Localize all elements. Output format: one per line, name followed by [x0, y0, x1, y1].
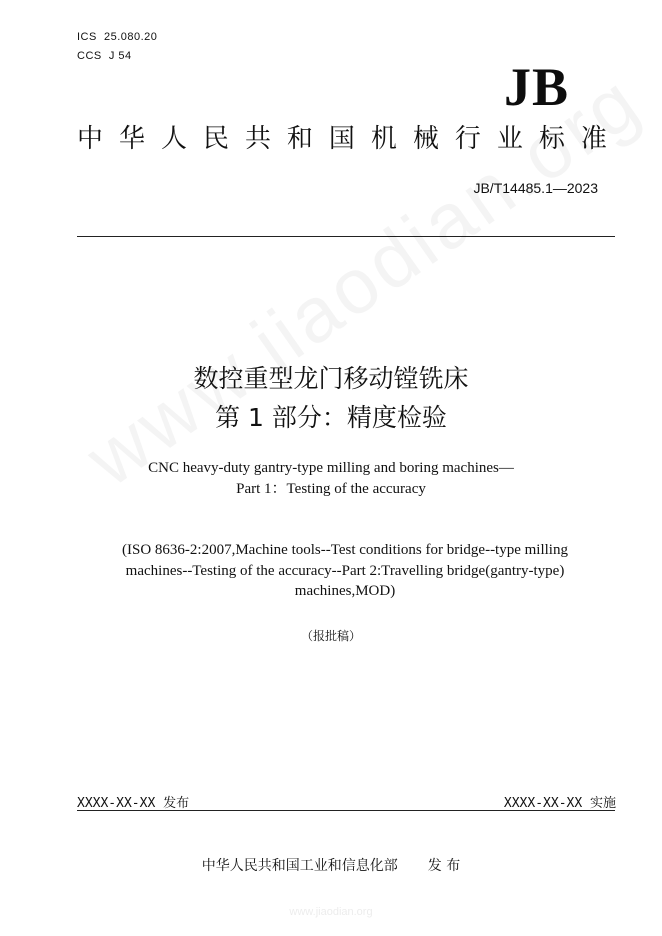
standard-title-char: 标 [538, 124, 565, 154]
ccs-label: CCS [77, 50, 102, 62]
standard-title-char: 人 [160, 124, 187, 154]
ics-code [77, 31, 157, 43]
chinese-title-line1: 数控重型龙门移动镗铣床 [193, 364, 469, 393]
issue-date: XXXX-XX-XX 发布 [77, 796, 190, 811]
publish-word: 发 布 [427, 858, 461, 874]
chinese-title [0, 360, 662, 438]
standard-title-char: 和 [286, 124, 313, 154]
english-title [0, 458, 662, 501]
bottom-watermark: www.jiaodian.org [289, 906, 373, 918]
ics-value: 25.080.20 [103, 31, 158, 43]
standard-title-char: 民 [202, 124, 229, 154]
standard-title-char: 准 [580, 124, 607, 154]
ccs-code [77, 50, 132, 62]
jb-logo: JB [503, 57, 569, 117]
standard-title-char: 共 [244, 124, 271, 154]
standard-title-char: 中 [77, 124, 104, 154]
standard-title-char: 华 [118, 124, 145, 154]
standard-title-char: 机 [370, 124, 397, 154]
iso-reference: (ISO 8636-2:2007,Machine tools--Test conditions for bridge--type milling machines--Testing of the accuracy--Part 2:Travelling bridge(gantry-type) machines,MOD) [122, 542, 568, 600]
ccs-value: J 54 [108, 50, 132, 62]
publisher [0, 855, 662, 875]
english-title-line2: Part 1：Testing of the accuracy [236, 481, 426, 498]
ics-label: ICS [77, 31, 97, 43]
standard-title-char: 国 [328, 124, 355, 154]
bottom-divider [77, 810, 615, 811]
standard-number: JB/T14485.1—2023 [473, 180, 598, 196]
chinese-title-line2: 第 1 部分：精度检验 [215, 402, 447, 432]
standard-title-char: 械 [412, 124, 439, 154]
english-title-line1: CNC heavy-duty gantry-type milling and boring machines— [148, 460, 514, 476]
standard-title-char: 行 [454, 124, 481, 154]
implementation-date: XXXX-XX-XX 实施 [503, 796, 616, 811]
standard-title-char: 业 [496, 124, 523, 154]
draft-status: （报批稿） [300, 629, 361, 643]
publisher-name: 中华人民共和国工业和信息化部 [201, 858, 398, 874]
